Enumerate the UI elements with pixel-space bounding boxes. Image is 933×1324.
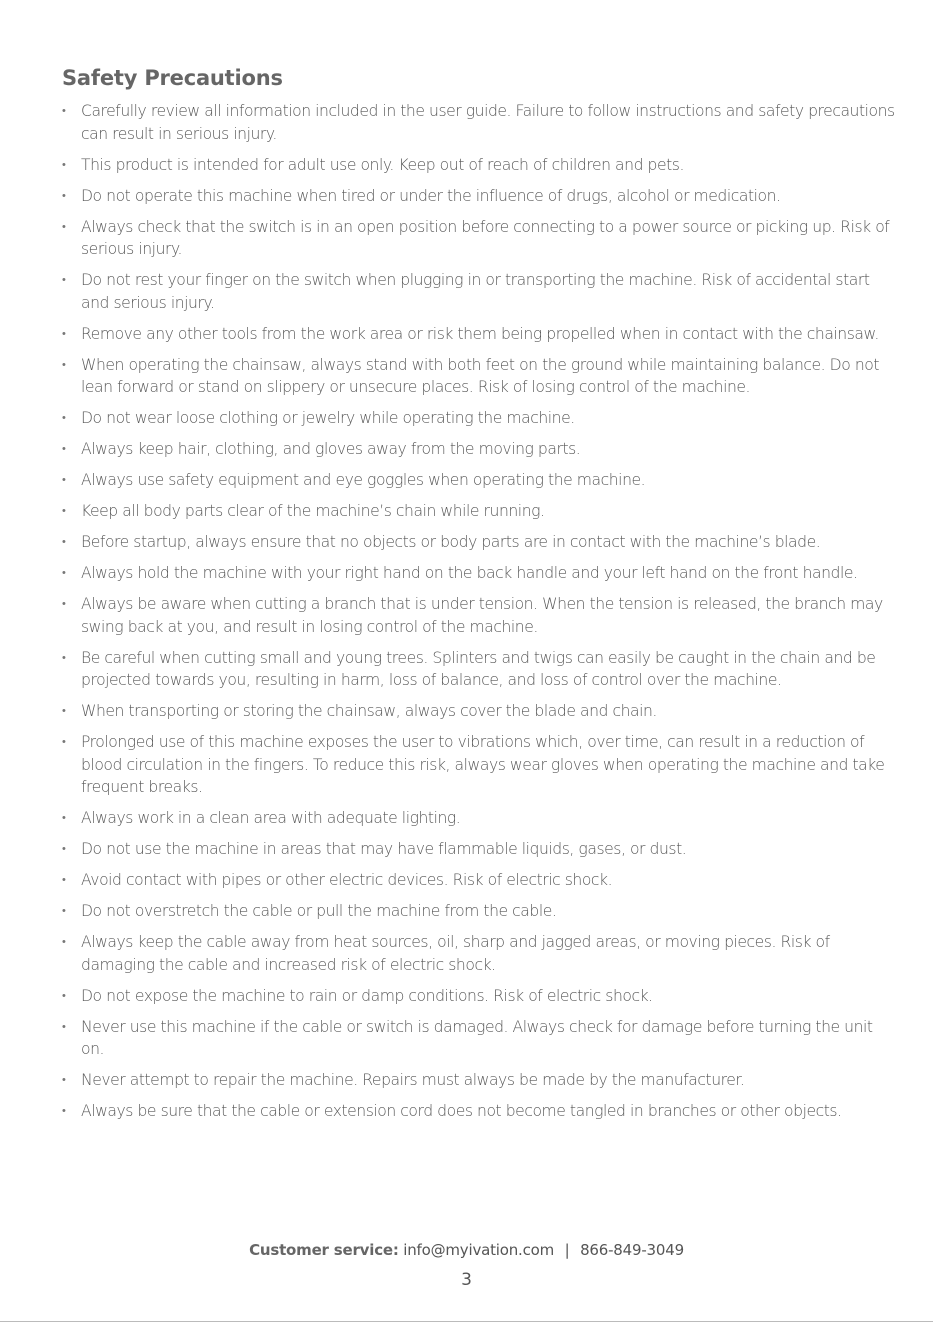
bullet-icon: • — [62, 650, 66, 664]
list-item — [60, 838, 900, 861]
list-item-text: Remove any other tools from the work area or risk them being propelled when in contact with the chainsaw. — [81, 324, 879, 343]
list-item — [60, 931, 900, 976]
bullet-icon: • — [62, 735, 66, 748]
list-item — [60, 562, 900, 585]
list-item — [60, 438, 900, 461]
list-item-text: Do not expose the machine to rain or damp conditions. Risk of electric shock. — [81, 986, 653, 1005]
bullet-icon: • — [62, 935, 66, 948]
list-item — [60, 731, 900, 799]
list-item — [60, 869, 900, 892]
list-item — [60, 531, 900, 554]
bullet-icon: • — [62, 873, 66, 886]
bullet-icon: • — [62, 988, 66, 1002]
bullet-icon: • — [62, 273, 66, 286]
list-item-text: Do not use the machine in areas that may have flammable liquids, gases, or dust. — [81, 840, 687, 858]
list-item-text: Never use this machine if the cable or switch is damaged. Always check for damage before turning the unit on. — [81, 1017, 873, 1058]
list-item-text: Always keep hair, clothing, and gloves away from the moving parts. — [81, 440, 581, 458]
list-item-text: Before startup, always ensure that no objects or body parts are in contact with the machine’s blade. — [81, 533, 821, 551]
bullet-icon: • — [62, 188, 66, 202]
list-item — [60, 407, 900, 430]
list-item-text: Always be sure that the cable or extension cord does not become tangled in branches or other objects. — [81, 1102, 842, 1120]
bullet-icon: • — [62, 535, 66, 548]
bullet-icon: • — [62, 597, 66, 610]
list-item — [60, 807, 900, 830]
list-item-text: Always check that the switch is in an open position before connecting to a power source or picking up. Risk of serious injury. — [81, 217, 890, 258]
customer-service-label: Customer service: — [249, 1241, 399, 1259]
list-item-text: Always use safety equipment and eye goggles when operating the machine. — [81, 471, 646, 489]
list-item-text: Prolonged use of this machine exposes the user to vibrations which, over time, can result in a reduction of blood circulation in the fingers. To reduce this risk, always wear gloves when operating the machine and take frequent breaks. — [81, 733, 885, 796]
list-item-text: Always work in a clean area with adequate lighting. — [81, 809, 461, 827]
list-item — [60, 1069, 900, 1092]
list-item — [60, 154, 900, 177]
bullet-icon: • — [62, 1073, 66, 1086]
list-item-text: Always keep the cable away from heat sources, oil, sharp and jagged areas, or moving pieces. Risk of damaging the cable and increased risk of electric shock. — [81, 933, 830, 974]
list-item — [60, 593, 900, 638]
bullet-icon: • — [62, 566, 66, 579]
bullet-icon: • — [62, 411, 66, 424]
list-item-text: Keep all body parts clear of the machine’s chain while running. — [81, 502, 545, 520]
list-item — [60, 269, 900, 314]
customer-service-footer — [0, 1241, 933, 1259]
list-item — [60, 185, 900, 208]
list-item-text: Always hold the machine with your right hand on the back handle and your left hand on the front handle. — [81, 564, 858, 582]
list-item-text: Do not rest your finger on the switch when plugging in or transporting the machine. Risk of accidental start and serious injury. — [81, 271, 870, 312]
list-item — [60, 216, 900, 261]
list-item-text: Do not operate this machine when tired or under the influence of drugs, alcohol or medication. — [81, 186, 781, 205]
list-item — [60, 647, 900, 692]
list-item-text: Be careful when cutting small and young trees. Splinters and twigs can easily be caught in the chain and be projected towards you, resulting in harm, loss of balance, and loss of control over the machine. — [81, 648, 876, 689]
customer-service-phone: 866-849-3049 — [580, 1241, 684, 1259]
bullet-icon: • — [62, 442, 66, 455]
list-item — [60, 900, 900, 923]
bullet-icon: • — [62, 504, 66, 517]
bullet-icon: • — [62, 842, 66, 855]
list-item — [60, 700, 900, 723]
list-item-text: Never attempt to repair the machine. Repairs must always be made by the manufacturer. — [81, 1071, 745, 1089]
bullet-icon: • — [62, 104, 66, 117]
bullet-icon: • — [62, 157, 66, 171]
safety-precautions-list — [60, 100, 900, 1131]
list-item-text: Always be aware when cutting a branch that is under tension. When the tension is released, the branch may swing back at you, and result in losing control of the machine. — [81, 595, 883, 636]
list-item-text: Carefully review all information included in the user guide. Failure to follow instructions and safety precautions can result in serious injury. — [81, 102, 895, 143]
list-item-text: Do not overstretch the cable or pull the machine from the cable. — [81, 902, 557, 920]
bullet-icon: • — [62, 357, 66, 371]
bottom-divider — [0, 1321, 933, 1322]
bullet-icon: • — [62, 1104, 66, 1117]
bullet-icon: • — [62, 704, 66, 717]
list-item — [60, 1016, 900, 1061]
list-item — [60, 323, 900, 346]
list-item — [60, 985, 900, 1008]
customer-service-email: info@myivation.com — [403, 1241, 555, 1259]
bullet-icon: • — [62, 473, 66, 486]
list-item — [60, 469, 900, 492]
page-title: Safety Precautions — [62, 66, 283, 90]
list-item-text: Avoid contact with pipes or other electric devices. Risk of electric shock. — [81, 871, 613, 889]
bullet-icon: • — [62, 811, 66, 824]
list-item-text: Do not wear loose clothing or jewelry while operating the machine. — [81, 409, 575, 427]
bullet-icon: • — [62, 326, 66, 340]
list-item — [60, 354, 900, 399]
page-number: 3 — [461, 1270, 472, 1290]
list-item-text: When transporting or storing the chainsaw, always cover the blade and chain. — [81, 702, 657, 720]
bullet-icon: • — [62, 1019, 66, 1033]
bullet-icon: • — [62, 904, 66, 917]
list-item — [60, 100, 900, 145]
list-item-text: This product is intended for adult use only. Keep out of reach of children and pets. — [81, 155, 684, 174]
footer-separator: | — [564, 1241, 570, 1259]
bullet-icon: • — [62, 219, 66, 233]
list-item — [60, 1100, 900, 1123]
list-item-text: When operating the chainsaw, always stand with both feet on the ground while maintaining balance. Do not lean forward or stand on slippery or unsecure places. Risk of losing control of the machine. — [81, 355, 880, 396]
list-item — [60, 500, 900, 523]
